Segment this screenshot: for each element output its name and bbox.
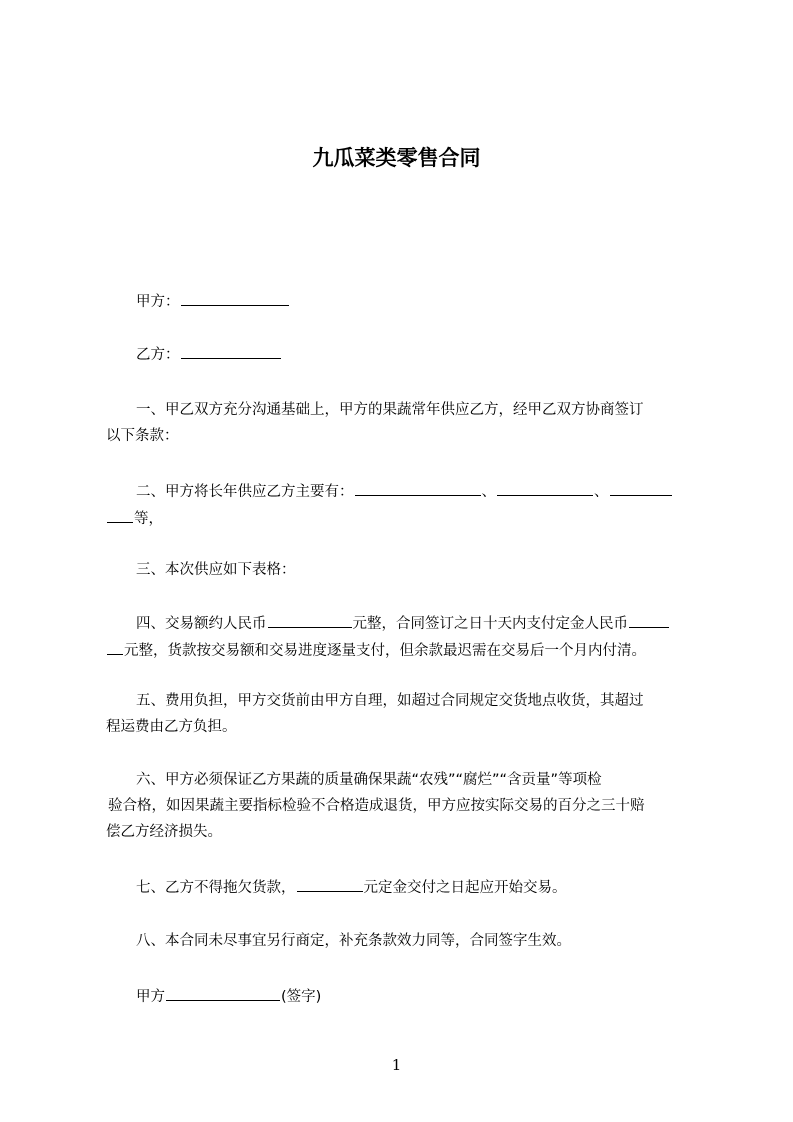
deposit-blank bbox=[297, 874, 363, 892]
clause-6-line-2: 验合格，如因果蔬主要指标检验不合格造成退货，甲方应按实际交易的百分之三十赔 bbox=[108, 798, 645, 814]
party-b-line bbox=[106, 341, 732, 368]
clause-2-line-1 bbox=[106, 478, 702, 505]
clause-7-prefix: 七、乙方不得拖欠货款， bbox=[136, 880, 296, 896]
clause-5-line-1: 五、费用负担，甲方交货前由甲方自理，如超过合同规定交货地点收货，其超过 bbox=[136, 693, 644, 709]
clause-6-line-3: 偿乙方经济损失。 bbox=[106, 824, 222, 840]
clause-6-line-1: 六、甲方必须保证乙方果蔬的质量确保果蔬“农残”“腐烂”“含贡量”等项检 bbox=[136, 772, 602, 788]
signature-label: 甲方 bbox=[136, 989, 165, 1005]
clause-5-line-2: 程运费由乙方负担。 bbox=[106, 719, 237, 735]
clause-2-sep-1: 、 bbox=[481, 484, 496, 500]
signature-blank bbox=[166, 983, 280, 1001]
clause-2-suffix: 等， bbox=[134, 511, 163, 527]
clause-5 bbox=[106, 688, 702, 740]
party-b-blank bbox=[181, 341, 281, 359]
clause-4-line-2 bbox=[106, 637, 702, 664]
clause-1-line-2: 以下条款： bbox=[106, 428, 179, 444]
product-blank-2 bbox=[497, 478, 593, 496]
clause-1 bbox=[106, 397, 702, 449]
clause-4-middle: 元整，合同签订之日十天内支付定金人民币 bbox=[352, 616, 628, 632]
clause-8: 八、本合同未尽事宜另行商定，补充条款效力同等，合同签字生效。 bbox=[136, 933, 571, 949]
clause-3: 三、本次供应如下表格： bbox=[136, 562, 296, 578]
party-a-label: 甲方： bbox=[136, 294, 180, 310]
clause-7 bbox=[106, 874, 732, 901]
product-blank-1 bbox=[355, 478, 481, 496]
product-blank-3-cont bbox=[107, 505, 133, 523]
transaction-amount-blank bbox=[268, 610, 352, 628]
deposit-amount-blank bbox=[629, 610, 669, 628]
clause-6 bbox=[106, 767, 702, 845]
clause-4 bbox=[106, 610, 702, 664]
clause-4-prefix: 四、交易额约人民币 bbox=[136, 616, 267, 632]
clause-2-sep-2: 、 bbox=[594, 484, 609, 500]
clause-4-line-2-text: 元整，货款按交易额和交易进度逐量支付，但余款最迟需在交易后一个月内付清。 bbox=[124, 643, 646, 659]
party-a-blank bbox=[181, 288, 289, 306]
clause-2-line-2 bbox=[106, 505, 702, 532]
deposit-amount-blank-cont bbox=[107, 637, 123, 655]
party-b-label: 乙方： bbox=[136, 347, 180, 363]
clause-1-line-1: 一、甲乙双方充分沟通基础上，甲方的果蔬常年供应乙方，经甲乙双方协商签订 bbox=[136, 402, 644, 418]
clause-2 bbox=[106, 478, 702, 532]
party-a-line bbox=[106, 288, 732, 315]
page-number: 1 bbox=[391, 1056, 402, 1074]
product-blank-3 bbox=[610, 478, 672, 496]
signature-suffix: (签字) bbox=[281, 989, 322, 1005]
clause-7-suffix: 元定金交付之日起应开始交易。 bbox=[363, 880, 567, 896]
document-title: 九瓜菜类零售合同 bbox=[312, 146, 481, 170]
signature-line bbox=[106, 983, 732, 1010]
clause-4-line-1 bbox=[106, 610, 702, 637]
clause-2-prefix: 二、甲方将长年供应乙方主要有： bbox=[136, 484, 354, 500]
